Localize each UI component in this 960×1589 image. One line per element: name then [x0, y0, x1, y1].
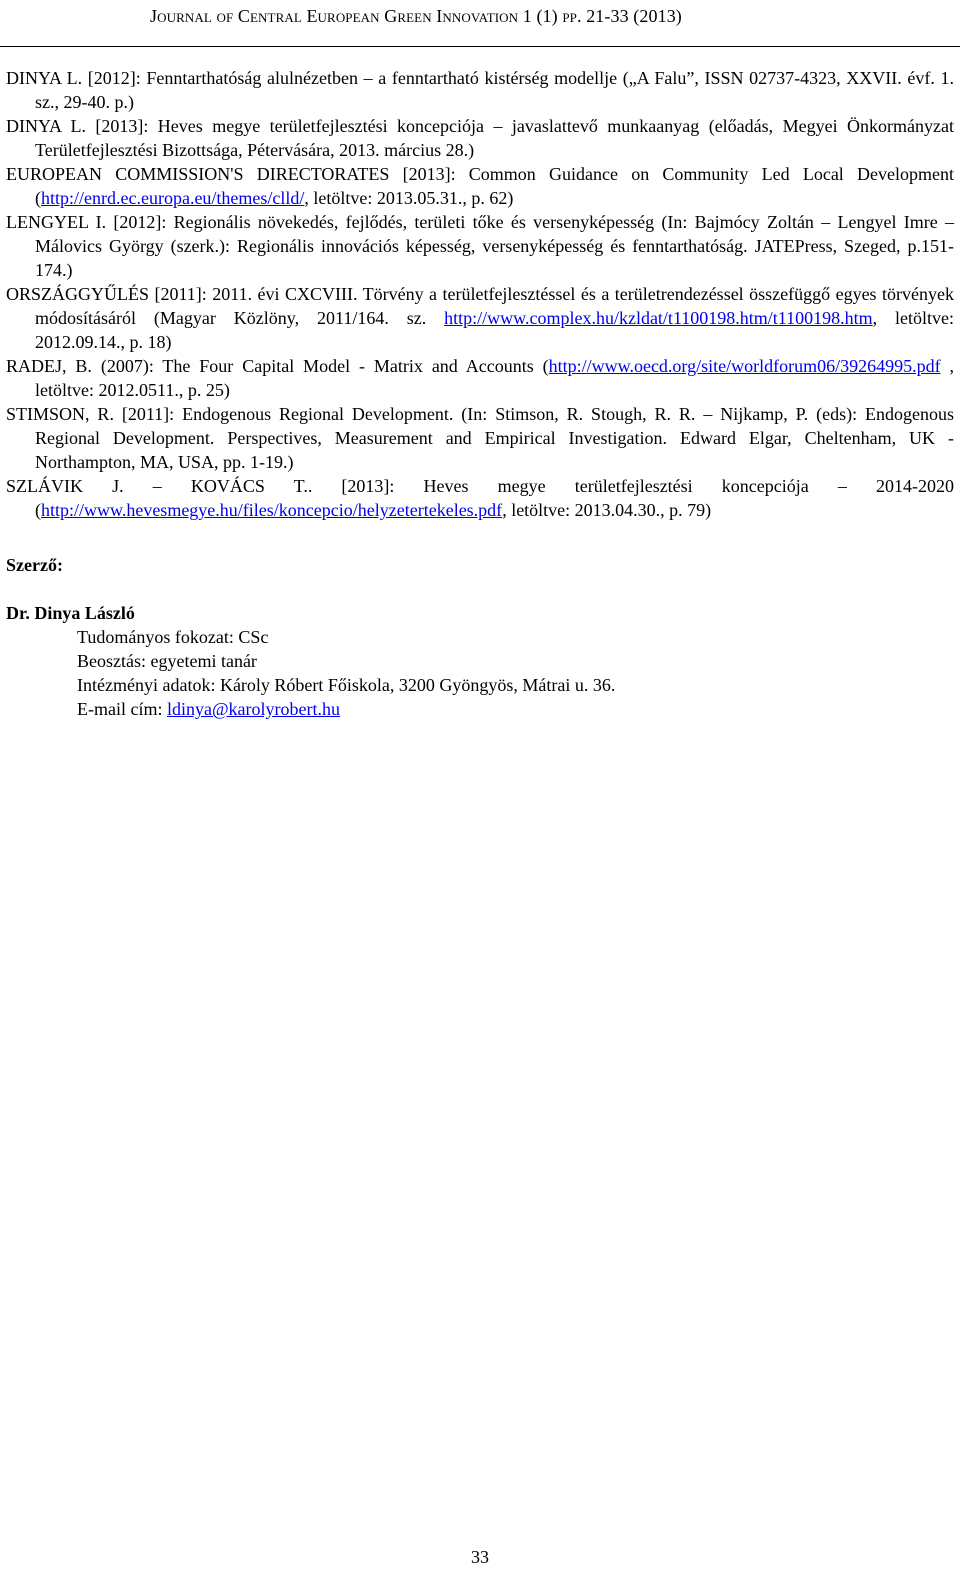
- author-email-line: [6, 697, 615, 721]
- reference-text: STIMSON, R. [2011]: Endogenous Regional Development. (In: Stimson, R. Stough, R. R. – Nijkamp, P. (eds): Endogenous Regional Development. Perspectives, Measurement and Empirical Investigation. Edward Elgar, Cheltenham, UK - Northampton, MA, USA, pp. 1-19.): [6, 404, 954, 472]
- reference-url-link[interactable]: http://www.hevesmegye.hu/files/koncepcio/helyzetertekeles.pdf: [41, 500, 503, 520]
- reference-entry: [6, 354, 954, 402]
- journal-title: Journal of Central European Green Innovation 1 (1) pp. 21-33 (2013): [150, 6, 682, 26]
- reference-text: LENGYEL I. [2012]: Regionális növekedés, fejlődés, területi tőke és versenyképesség (In: Bajmócy Zoltán – Lengyel Imre – Málovics György (szerk.): Regionális innovációs képesség, versenyképesség és fenntarthatóság. JATEPress, Szeged, p.151-174.): [6, 212, 954, 280]
- author-institution: Intézményi adatok: Károly Róbert Főiskola, 3200 Gyöngyös, Mátrai u. 36.: [77, 675, 616, 695]
- reference-text: ORSZÁGGYŰLÉS [2011]: 2011. évi CXCVIII. Törvény a területfejlesztéssel és a területrendezéssel összefüggő egyes törvények módosításáról (Magyar Közlöny, 2011/164. sz.: [6, 284, 954, 328]
- reference-text: DINYA L. [2013]: Heves megye területfejlesztési koncepciója – javaslattevő munkaanyag (előadás, Megyei Önkormányzat Területfejlesztési Bizottsága, Pétervására, 2013. március 28.): [6, 116, 954, 160]
- reference-text: RADEJ, B. (2007): The Four Capital Model - Matrix and Accounts (: [6, 356, 549, 376]
- running-header: [0, 0, 960, 47]
- reference-text: SZLÁVIK J. – KOVÁCS T.. [2013]: Heves megye területfejlesztési koncepciója – 2014-2020 (: [6, 476, 954, 520]
- reference-url-link[interactable]: http://www.oecd.org/site/worldforum06/39264995.pdf: [548, 356, 941, 376]
- author-heading: Szerző:: [6, 555, 63, 575]
- reference-url-link[interactable]: http://enrd.ec.europa.eu/themes/clld/: [41, 188, 305, 208]
- reference-text: , letöltve: 2012.0511., p. 25): [35, 356, 955, 400]
- author-degree: Tudományos fokozat: CSc: [77, 627, 269, 647]
- author-name: Dr. Dinya László: [6, 603, 135, 623]
- reference-entry: [6, 402, 954, 474]
- reference-text: , letöltve: 2013.04.30., p. 79): [502, 500, 712, 520]
- reference-entry: [6, 282, 954, 354]
- author-position: Beosztás: egyetemi tanár: [77, 651, 257, 671]
- reference-text: DINYA L. [2012]: Fenntarthatóság alulnézetben – a fenntartható kistérség modellje („A Falu”, ISSN 02737-4323, XXVII. évf. 1. sz., 29-40. p.): [6, 68, 954, 112]
- author-section: [6, 553, 615, 721]
- reference-text: , letöltve: 2012.09.14., p. 18): [35, 308, 954, 352]
- email-link[interactable]: ldinya@karolyrobert.hu: [166, 699, 341, 719]
- reference-text: EUROPEAN COMMISSION'S DIRECTORATES [2013]: Common Guidance on Community Led Local Development (: [6, 164, 954, 208]
- reference-entry: [6, 114, 954, 162]
- reference-entry: [6, 210, 954, 282]
- email-label: E-mail cím:: [77, 699, 167, 719]
- reference-entry: [6, 66, 954, 114]
- reference-url-link[interactable]: http://www.complex.hu/kzldat/t1100198.htm/t1100198.htm: [444, 308, 873, 328]
- reference-entry: [6, 474, 954, 522]
- page-number: 33: [471, 1547, 489, 1567]
- reference-list: [6, 66, 954, 522]
- reference-text: , letöltve: 2013.05.31., p. 62): [304, 188, 514, 208]
- reference-entry: [6, 162, 954, 210]
